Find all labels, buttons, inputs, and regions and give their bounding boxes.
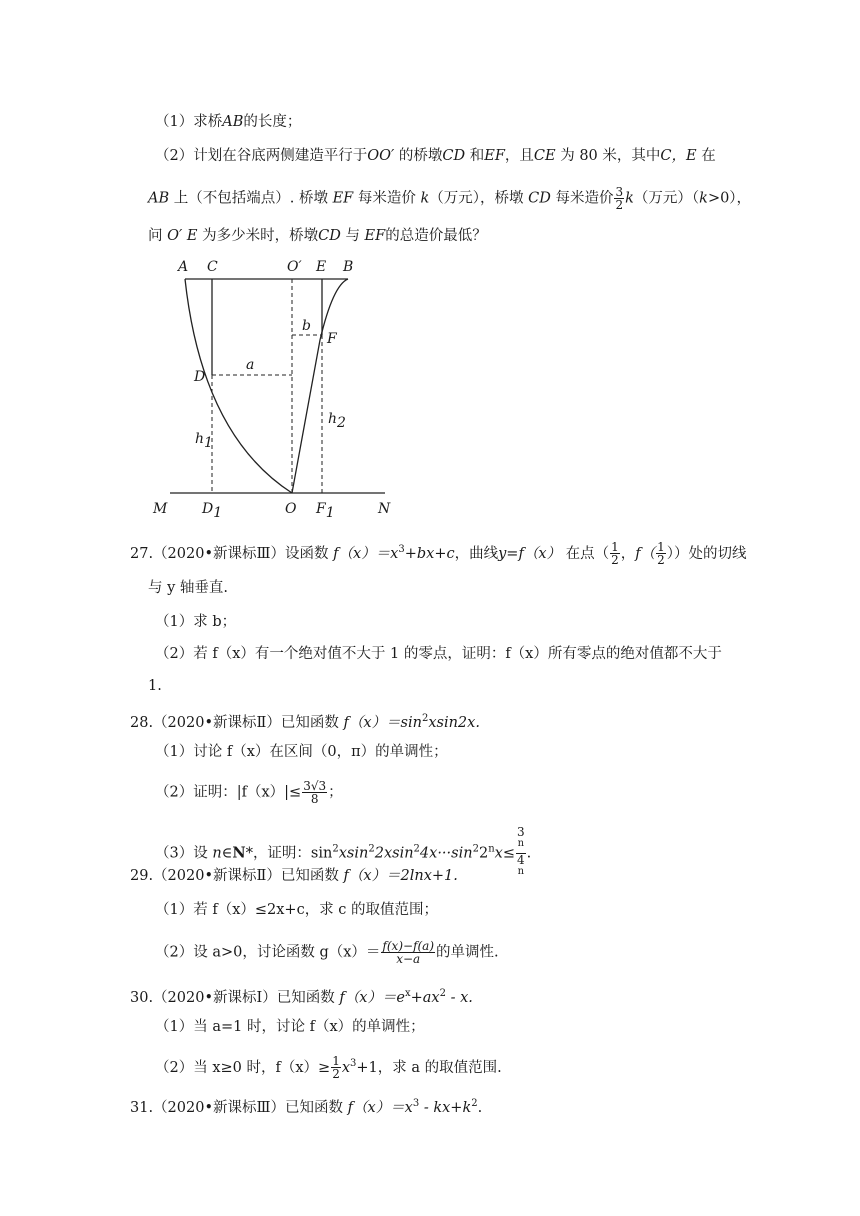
text: N [232, 844, 246, 862]
text: x−a [396, 952, 421, 966]
text: EF [364, 228, 386, 244]
text: 3 [615, 185, 624, 199]
label-f1: F1 [316, 501, 335, 520]
label-n: N [378, 501, 391, 517]
text: 3 [398, 544, 405, 555]
text: 3 [412, 1098, 420, 1109]
fraction [610, 541, 620, 566]
text: 1 [657, 540, 665, 555]
text: 2 [368, 843, 375, 855]
text: . [526, 845, 532, 862]
text: 2 [332, 843, 339, 855]
text: 30.（2020•新课标Ⅰ）已知函数 [130, 989, 335, 1006]
text: 和 [469, 148, 485, 164]
text: 每米造价 [357, 190, 416, 207]
text: xsin2x. [428, 714, 480, 731]
text: . [477, 1099, 483, 1116]
text: 2 [421, 713, 429, 724]
q27-part2-line2: 1. [148, 678, 162, 694]
numerator [516, 826, 526, 854]
text: （3）设 [155, 845, 208, 862]
text: 2 [471, 1098, 478, 1109]
text: f（x）＝e [339, 989, 405, 1006]
text: n [488, 843, 495, 855]
label-h2: h2 [328, 411, 346, 431]
text: 2 [478, 845, 489, 862]
text: 的单调性. [436, 944, 499, 961]
text: AB [222, 114, 244, 130]
text: f（x）＝2lnx+1. [343, 868, 458, 884]
q27-stem-line2: 与 y 轴垂直. [148, 580, 229, 596]
q27-stem [130, 540, 747, 566]
text: （2）证明：|f（x）|≤ [155, 784, 302, 801]
fraction [381, 940, 435, 965]
text: k [420, 190, 430, 207]
q30-stem [130, 984, 473, 1008]
text: 29.（2020•新课标Ⅱ）已知函数 [130, 868, 339, 884]
q28-stem [130, 709, 480, 733]
text: 为 80 米，其中 [560, 148, 661, 164]
right-valley-curve [292, 279, 348, 493]
text: k [699, 190, 708, 207]
text: 与 [345, 228, 360, 244]
q26-part2 [155, 146, 716, 166]
text: 3 [516, 825, 525, 839]
text: +ax [410, 989, 440, 1006]
q27-part2: （2）若 f（x）有一个绝对值不大于 1 的零点，证明：f（x）所有零点的绝对值都不大于 [155, 646, 722, 662]
text: 27.（2020•新课标Ⅲ）设函数 [130, 545, 329, 562]
text: 31.（2020•新课标Ⅲ）已知函数 [130, 1099, 343, 1116]
text: 在点（ [565, 545, 610, 562]
fraction [614, 186, 624, 211]
text: CD [528, 190, 551, 207]
q29-stem [130, 866, 458, 886]
label-d1: D1 [202, 501, 223, 520]
text: （2）当 x≥0 时，f（x）≥ [155, 1059, 331, 1076]
label-a: a [246, 357, 255, 373]
label-b: b [302, 318, 311, 334]
q26-part2-line3 [148, 226, 487, 246]
text: f（x）＝x [347, 1099, 413, 1116]
text: CD [442, 148, 466, 164]
text: 上（不包括端点）. 桥墩 [173, 190, 328, 207]
text: x [341, 1059, 351, 1076]
text: 的长度； [243, 114, 302, 130]
text: f（ [635, 545, 656, 562]
text: 28.（2020•新课标Ⅱ）已知函数 [130, 714, 339, 731]
text: k [625, 190, 634, 207]
q29-part2 [155, 940, 499, 965]
q31-stem [130, 1094, 482, 1118]
text: 问 [148, 228, 163, 244]
text: EF [332, 190, 354, 207]
text: （2）计划在谷底两侧建造平行于 [155, 148, 368, 164]
text: （万元），桥墩 [429, 190, 524, 207]
text: +1，求 a 的取值范围. [356, 1059, 502, 1076]
q26-part2-line2 [148, 186, 751, 211]
text: *，证明：sin [245, 845, 333, 862]
text: 2 [611, 553, 619, 568]
text: O′ E [167, 228, 198, 244]
text: n [517, 866, 525, 877]
fraction [516, 826, 526, 881]
text: ，曲线 [454, 545, 499, 562]
text: ； [328, 784, 343, 801]
text: 的桥墩 [398, 148, 443, 164]
text: ，且 [504, 148, 534, 164]
text: CE [533, 148, 556, 164]
text: OO′ [367, 148, 395, 164]
q30-part2 [155, 1054, 502, 1080]
text: （1）求桥 [155, 114, 223, 130]
q26-part1 [155, 112, 301, 132]
text: f（x）＝x [333, 545, 399, 562]
text: f（x）＝sin [343, 714, 422, 731]
q29-part1: （1）若 f（x）≤2x+c，求 c 的取值范围； [155, 902, 439, 918]
fraction [656, 541, 666, 566]
label-b-point: B [343, 259, 354, 275]
text: 3√3 [303, 779, 327, 793]
text: n∈ [212, 845, 233, 862]
text: 1 [611, 540, 619, 555]
text: f(x)−f(a) [382, 939, 435, 953]
text: 2 [413, 843, 420, 855]
text: 4x···sin [419, 845, 473, 862]
text: 每米造价 [555, 190, 614, 207]
text: n [517, 838, 525, 849]
text: 2 [472, 843, 479, 855]
text: 2xsin [374, 845, 414, 862]
text: x≤ [494, 845, 515, 862]
text: EF [484, 148, 505, 164]
bridge-figure [150, 255, 400, 520]
text: +bx+c [404, 545, 455, 562]
label-o: O [285, 501, 297, 517]
text: 4 [516, 853, 525, 867]
text: （2）设 a>0，讨论函数 g（x）＝ [155, 944, 381, 961]
label-a-point: A [178, 259, 189, 275]
fraction [331, 1055, 341, 1080]
q28-part2 [155, 780, 343, 805]
text: 8 [310, 792, 319, 806]
label-o-prime: O′ [287, 259, 302, 275]
text: 在 [701, 148, 716, 164]
left-valley-curve [185, 279, 292, 493]
text: CD [318, 228, 341, 244]
text: AB [148, 190, 170, 207]
label-h1: h1 [195, 431, 213, 451]
label-d: D [194, 369, 206, 385]
text: （万元）（ [633, 190, 700, 207]
text: 2 [615, 198, 624, 212]
text: 为多少米时，桥墩 [202, 228, 319, 244]
text: 2 [657, 553, 665, 568]
fraction [302, 780, 327, 805]
label-e: E [316, 259, 327, 275]
text: >0）， [707, 190, 752, 207]
text: x [404, 988, 411, 999]
text: - kx+k [419, 1099, 472, 1116]
text: C，E [660, 148, 697, 164]
q30-part1: （1）当 a=1 时，讨论 f（x）的单调性； [155, 1019, 425, 1035]
text: 的总造价最低？ [385, 228, 487, 244]
text: y=f（x） [498, 545, 561, 562]
denominator [516, 854, 526, 881]
label-c: C [207, 259, 218, 275]
text: 2 [332, 1067, 340, 1082]
text: 3 [350, 1058, 357, 1069]
label-m: M [153, 501, 168, 517]
text: 1 [332, 1054, 340, 1069]
q28-part1: （1）讨论 f（x）在区间（0，π）的单调性； [155, 744, 448, 760]
label-f: F [327, 331, 337, 347]
text: xsin [338, 845, 369, 862]
q27-part1: （1）求 b； [155, 614, 237, 630]
text: ））处的切线 [666, 545, 747, 562]
text: - x. [445, 989, 473, 1006]
text: 2 [439, 988, 446, 999]
text: ， [620, 545, 636, 562]
